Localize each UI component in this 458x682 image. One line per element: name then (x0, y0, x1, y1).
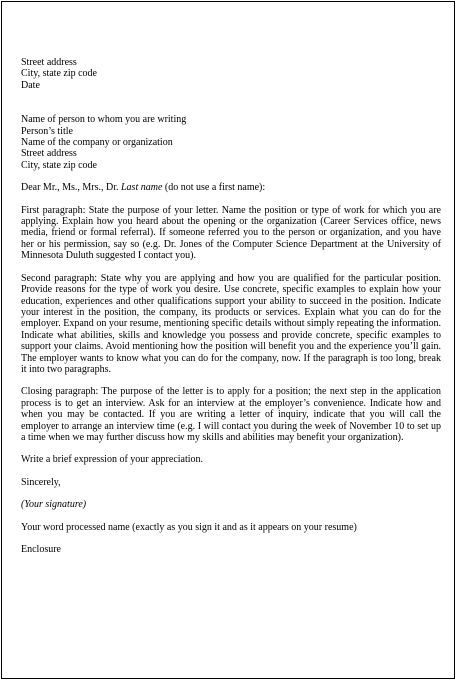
letter-body (21, 57, 441, 566)
letter-page (1, 1, 455, 679)
sender-address (21, 57, 441, 91)
salutation-last-name: Last name (121, 182, 163, 194)
appreciation-line: Write a brief expression of your appreciation. (21, 454, 204, 466)
sender-city-state-zip: City, state zip code (21, 68, 97, 80)
sender-street: Street address (21, 57, 77, 68)
first-paragraph: First paragraph: State the purpose of your letter. Name the position or type of work for which you are applying. Explain how you heard about the opening or the organization (Career Services office, news media, friend or formal referral). If someone referred you to the person or organization, and you have her or his permission, say so (e.g. Dr. Jones of the Computer Science Department at the University of Minnesota Duluth suggested I contact you). (21, 204, 441, 262)
recipient-company: Name of the company or organization (21, 137, 173, 149)
second-paragraph: Second paragraph: State why you are applying and how you are qualified for the particular position. Provide reasons for the type of work you desire. Use concrete, specific examples to explain how your education, experiences and other qualifications support your ability to succeed in the position. Indicate your interest in the position, the company, its products or services. Explain what you can do for the employer. Expand on your resume, mentioning specific details without simply repeating the information. Indicate what abilities, skills and knowledge you possess and provide concrete, specific examples to support your claims. Avoid mentioning how the position will benefit you and the experience you’ll gain. The employer wants to know what you can do for the company, now. If the paragraph is too long, break it into two paragraphs. (21, 272, 441, 375)
recipient-street: Street address (21, 148, 77, 160)
closing-paragraph: Closing paragraph: The purpose of the letter is to apply for a position; the next step in the application process is to get an interview. Ask for an interview at the employer’s convenience. Indicate how and when you may be contacted. If you are writing a letter of inquiry, indicate that you will call the employer to arrange an interview time (e.g. I will contact you during the week of November 10 to set up a time when we may further discuss how my skills and abilities may benefit your organization). (21, 386, 441, 443)
signature-placeholder: (Your signature) (21, 499, 87, 511)
salutation (21, 182, 441, 193)
enclosure-note: Enclosure (21, 544, 61, 555)
salutation-prefix: Dear Mr., Ms., Mrs., Dr. (21, 182, 121, 194)
typed-name: Your word processed name (exactly as you sign it and as it appears on your resume) (21, 521, 357, 533)
salutation-suffix: (do not use a first name): (162, 182, 266, 194)
recipient-name: Name of person to whom you are writing (21, 114, 187, 126)
letter-date: Date (21, 79, 40, 91)
recipient-address (21, 114, 441, 171)
recipient-title: Person’s title (21, 125, 73, 137)
valediction: Sincerely, (21, 476, 61, 488)
recipient-city-state-zip: City, state zip code (21, 159, 97, 171)
